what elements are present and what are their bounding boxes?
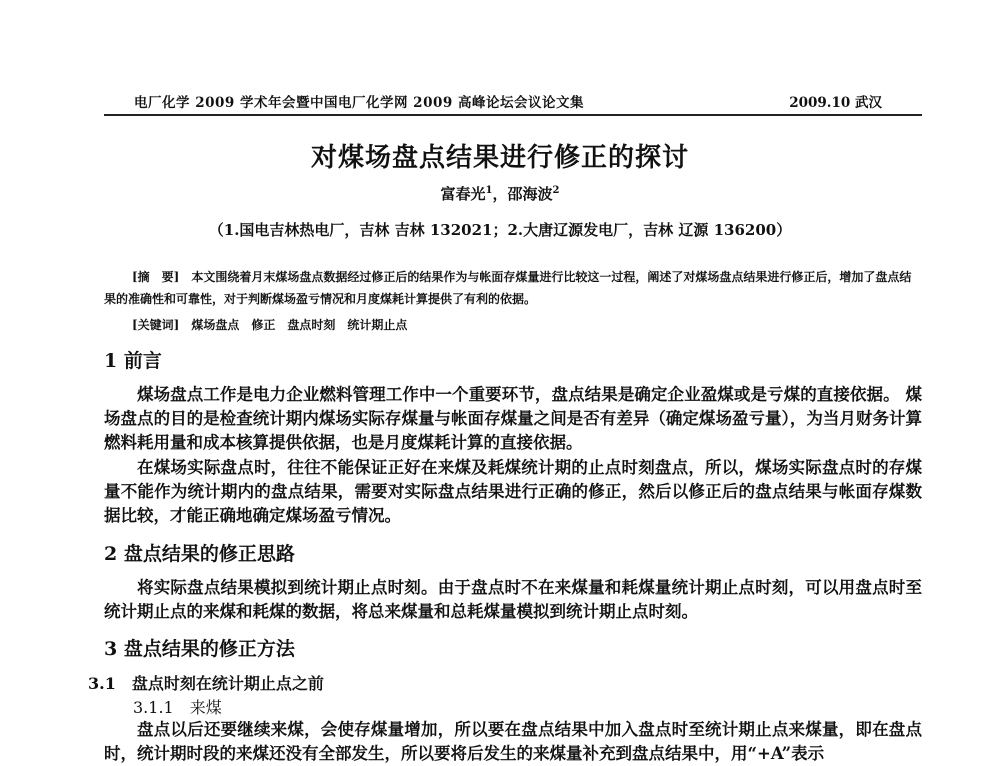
keywords: [关键词] 煤场盘点 修正 盘点时刻 统计期止点 (132, 318, 408, 332)
section-2-heading: 2 盘点结果的修正思路 (104, 543, 295, 565)
journal-name: 电厂化学 2009 学术年会暨中国电厂化学网 2009 高峰论坛会议论文集 (134, 95, 584, 111)
section-2-paragraph-1: 将实际盘点结果模拟到统计期止点时刻。由于盘点时不在来煤量和耗煤量统计期止点时刻，可以用盘点时至统计期止点的来煤和耗煤的数据，将总来煤量和总耗煤量模拟到统计期止点时刻。 (104, 578, 922, 621)
author-1-affil-mark: 1 (485, 185, 493, 196)
author-separator: ， (492, 185, 508, 203)
paper-title: 对煤场盘点结果进行修正的探讨 (310, 143, 689, 173)
running-header (104, 88, 922, 112)
author-2: 邵海波 (507, 185, 553, 203)
section-1-paragraph-1: 煤场盘点工作是电力企业燃料管理工作中一个重要环节，盘点结果是确定企业盈煤或是亏煤的直接依据。 煤场盘点的目的是检查统计期内煤场实际存煤量与帐面存煤量之间是否有差异（确定煤场盈亏量），为当月财务计算燃料耗用量和成本核算提供依据，也是月度煤耗计算的直接依据。 (104, 385, 922, 452)
date-place: 2009.10 武汉 (789, 95, 882, 111)
author-2-affil-mark: 2 (552, 185, 560, 196)
section-3-heading: 3 盘点结果的修正方法 (104, 638, 295, 660)
abstract: [摘 要] 本文围绕着月末煤场盘点数据经过修正后的结果作为与帐面存煤量进行比较这一过程，阐述了对煤场盘点结果进行修正后，增加了盘点结果的准确性和可靠性，对于判断煤场盈亏情况和月度煤耗计算提供了有利的依据。 (104, 270, 912, 306)
subsection-3-1-1-paragraph: 盘点以后还要继续来煤，会使存煤量增加，所以要在盘点结果中加入盘点时至统计期止点来煤量，即在盘点时，统计期时段的来煤还没有全部发生，所以要将后发生的来煤量补充到盘点结果中，用“+A”表示 (104, 720, 922, 763)
authors (0, 183, 1000, 204)
subsection-3-1-heading: 3.1 盘点时刻在统计期止点之前 (88, 674, 324, 693)
header-rule (104, 114, 922, 116)
section-1-paragraph-2: 在煤场实际盘点时，往往不能保证正好在来煤及耗煤统计期的止点时刻盘点，所以，煤场实际盘点时的存煤量不能作为统计期内的盘点结果，需要对实际盘点结果进行正确的修正，然后以修正后的盘点结果与帐面存煤数据比较，才能正确地确定煤场盈亏情况。 (104, 458, 922, 525)
author-1: 富春光 (440, 185, 486, 203)
subsection-3-1-1-heading: 3.1.1 来煤 (133, 698, 222, 717)
affiliations: （1.国电吉林热电厂，吉林 吉林 132021；2.大唐辽源发电厂，吉林 辽源 136200） (208, 221, 792, 239)
section-1-heading: 1 前言 (104, 350, 162, 372)
